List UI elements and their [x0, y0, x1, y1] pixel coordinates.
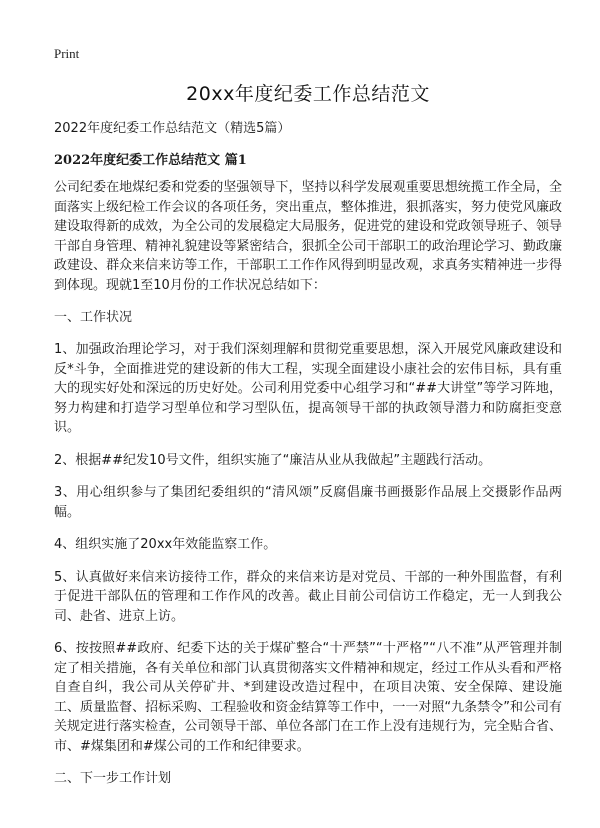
article-subtitle: 2022年度纪委工作总结范文（精选5篇）	[54, 121, 291, 136]
paragraph-item-2: 2、根据##纪发10号文件，组织实施了“廉洁从业从我做起”主题践行活动。	[54, 452, 492, 468]
paragraph-item-3: 3、用心组织参与了集团纪委组织的“清风颂”反腐倡廉书画摄影作品展上交摄影作品两幅。	[54, 485, 562, 520]
page-title: 20xx年度纪委工作总结范文	[186, 83, 430, 105]
paragraph-item-5: 5、认真做好来信来访接待工作，群众的来信来访是对党员、干部的一种外围监督，有利于促进干部队伍的管理和工作作风的改善。截止目前公司信访工作稳定，无一人到我公司、赴省、进京上访。	[54, 569, 562, 624]
paragraph-item-6: 6、按按照##政府、纪委下达的关于煤矿整合“十严禁”“十严格”“八不准”从严管理并制定了相关措施，各有关单位和部门认真贯彻落实文件精神和规定，经过工作从头看和严格自查自纠，我公司从关停矿井、*到建设改造过程中，在项目决策、安全保障、建设施工、质量监督、招标采购、工程验收和资金结算等工作中，一一对照“九条禁令”和公司有关规定进行落实检查，公司领导干部、单位各部门在工作上没有违规行为，完全贴合省、市、#煤集团和#煤公司的工作和纪律要求。	[54, 641, 562, 754]
heading-work-status: 一、工作状况	[54, 310, 133, 325]
paragraph-item-4: 4、组织实施了20xx年效能监察工作。	[54, 537, 277, 552]
intro-paragraph: 公司纪委在地煤纪委和党委的坚强领导下，坚持以科学发展观重要思想统揽工作全局，全面落实上级纪检工作会议的各项任务，突出重点，整体推进，狠抓落实，努力使党风廉政建设取得新的成效，为全公司的发展稳定大局服务，促进党的建设和党政领导班子、领导干部自身管理、精神礼貌建设等紧密结合，狠抓全公司干部职工的政治理论学习、勤政廉政建设、群众来信来访等工作，干部职工工作作风得到明显改观，求真务实精神进一步得到体现。现就1至10月份的工作状况总结如下：	[54, 180, 562, 293]
section-title: 2022年度纪委工作总结范文 篇1	[54, 153, 247, 168]
print-link[interactable]: Print	[54, 46, 80, 61]
article-body	[54, 120, 562, 801]
paragraph-item-1: 1、加强政治理论学习，对于我们深刻理解和贯彻党重要思想，深入开展党风廉政建设和反*斗争，全面推进党的建设新的伟大工程，实现全面建设小康社会的宏伟目标，具有重大的现实好处和深远的历史好处。公司利用党委中心组学习和“##大讲堂”等学习阵地，努力构建和打造学习型单位和学习型队伍，提高领导干部的执政领导潜力和防腐拒变意识。	[54, 342, 562, 435]
heading-next-plan: 二、下一步工作计划	[54, 771, 172, 786]
